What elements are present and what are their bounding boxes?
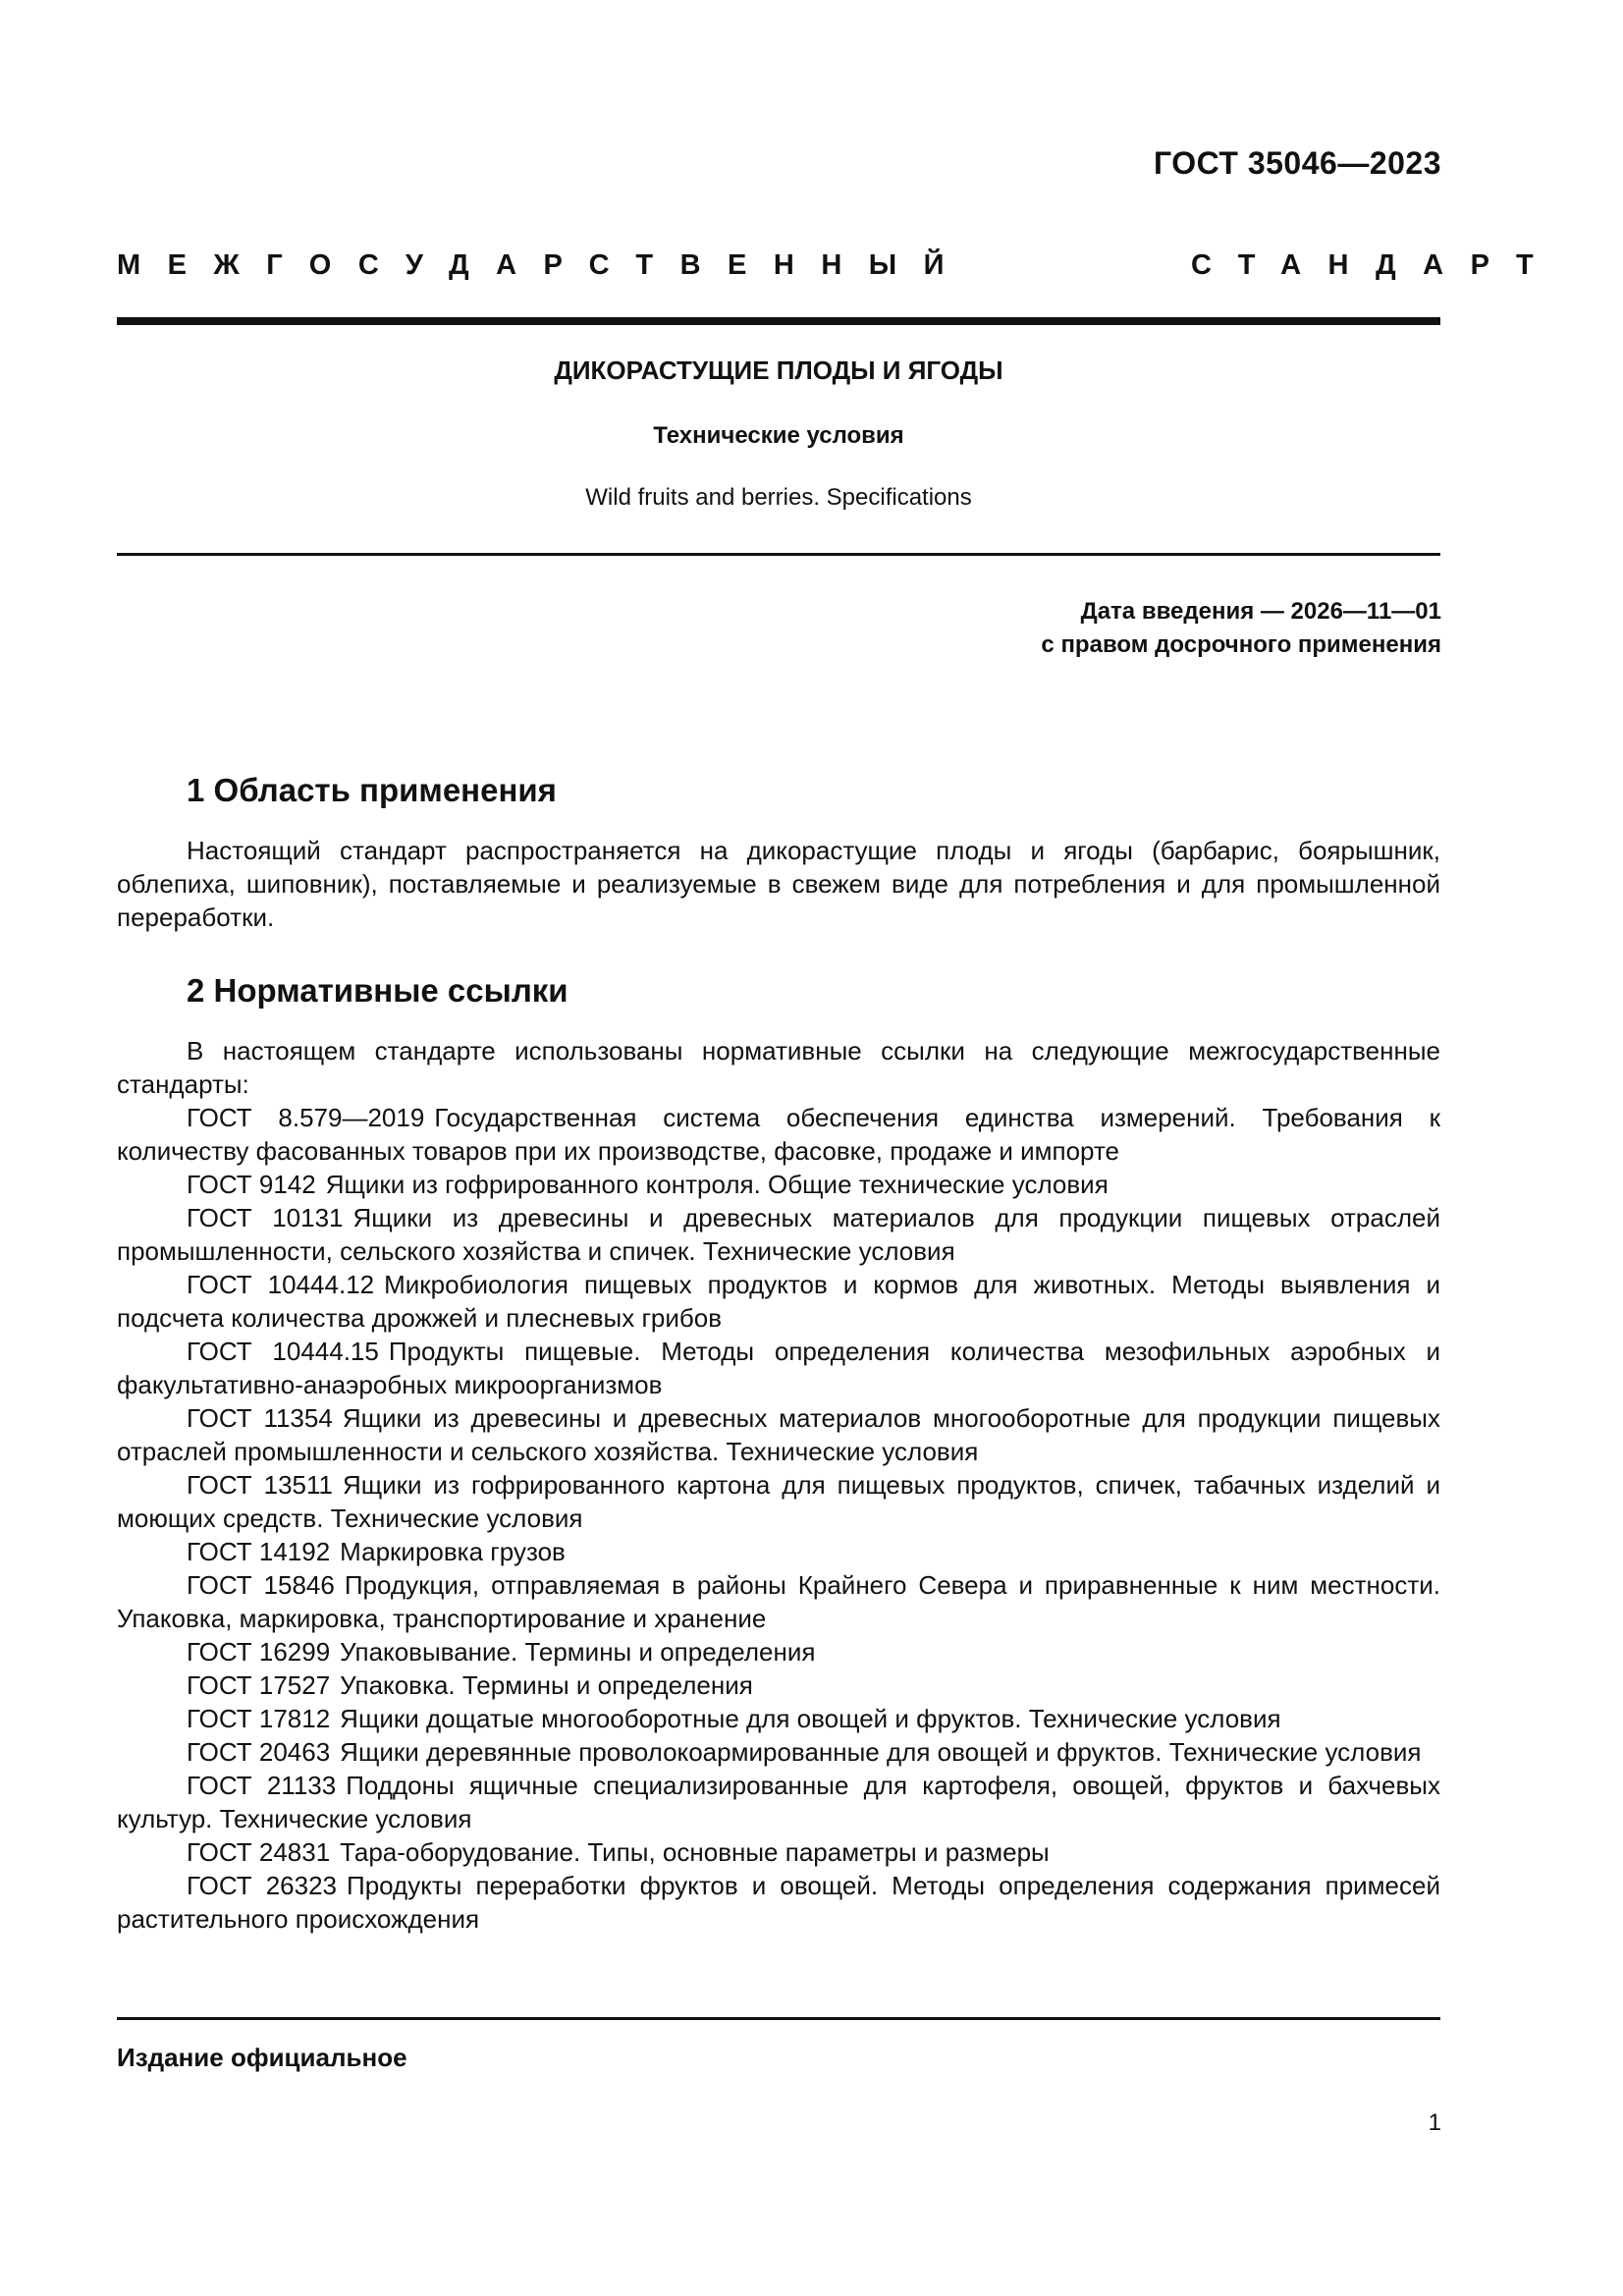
official-edition-label: Издание официальное <box>117 2043 407 2072</box>
document-body <box>117 771 1440 1936</box>
reference-code: ГОСТ 13511 <box>187 1470 333 1500</box>
title-divider <box>117 553 1440 556</box>
reference-title: Упаковывание. Термины и определения <box>340 1637 816 1667</box>
reference-item <box>117 1668 1440 1702</box>
document-english-title: Wild fruits and berries. Specifications <box>585 484 972 511</box>
reference-title: Продукты переработки фруктов и овощей. Методы определения содержания примесей растительного происхождения <box>117 1871 1440 1934</box>
reference-item <box>117 1635 1440 1668</box>
reference-item <box>117 1401 1440 1468</box>
reference-title: Государственная система обеспечения единства измерений. Требования к количеству фасованных товаров при их производстве, фасовке, продаже и импорте <box>117 1103 1440 1166</box>
reference-item <box>117 1268 1440 1335</box>
reference-item <box>117 1869 1440 1936</box>
reference-code: ГОСТ 21133 <box>187 1771 337 1800</box>
introduction-date-block <box>1041 595 1441 662</box>
reference-item <box>117 1335 1440 1401</box>
reference-title: Ящики из древесины и древесных материалов многооборотные для продукции пищевых отраслей промышленности и сельского хозяйства. Технические условия <box>117 1403 1440 1466</box>
reference-code: ГОСТ 10444.15 <box>187 1337 379 1366</box>
banner-word-standard: СТАНДАРТ <box>1191 249 1561 281</box>
reference-code: ГОСТ 10131 <box>187 1203 344 1232</box>
reference-title: Маркировка грузов <box>340 1537 566 1566</box>
reference-code: ГОСТ 9142 <box>187 1170 316 1199</box>
reference-item <box>117 1468 1440 1535</box>
document-number: ГОСТ 35046—2023 <box>1153 145 1441 181</box>
reference-item <box>117 1101 1440 1168</box>
reference-code: ГОСТ 15846 <box>187 1570 335 1600</box>
banner-word-interstate: МЕЖГОСУДАРСТВЕННЫЙ <box>117 249 972 281</box>
reference-item <box>117 1201 1440 1268</box>
reference-code: ГОСТ 14192 <box>187 1537 331 1566</box>
reference-title: Тара-оборудование. Типы, основные параметры и размеры <box>340 1837 1050 1867</box>
reference-item <box>117 1568 1440 1635</box>
reference-code: ГОСТ 24831 <box>187 1837 331 1867</box>
header-divider <box>117 317 1440 325</box>
reference-item <box>117 1168 1440 1201</box>
reference-code: ГОСТ 17527 <box>187 1670 331 1700</box>
document-subtitle: Технические условия <box>653 422 904 449</box>
reference-code: ГОСТ 20463 <box>187 1737 331 1767</box>
footer-divider <box>117 2017 1440 2020</box>
section-2-heading: 2 Нормативные ссылки <box>187 972 568 1009</box>
normative-references-list <box>117 1101 1440 1936</box>
reference-code: ГОСТ 26323 <box>187 1871 338 1900</box>
reference-title: Поддоны ящичные специализированные для картофеля, овощей, фруктов и бахчевых культур. Технические условия <box>117 1771 1440 1833</box>
introduction-date: Дата введения — 2026—11—01 <box>1080 598 1441 625</box>
reference-code: ГОСТ 11354 <box>187 1403 333 1433</box>
reference-title: Ящики из гофрированного контроля. Общие технические условия <box>325 1170 1109 1199</box>
reference-title: Ящики дощатые многооборотные для овощей и фруктов. Технические условия <box>340 1704 1281 1733</box>
section-1-heading: 1 Область применения <box>187 772 557 808</box>
reference-title: Упаковка. Термины и определения <box>340 1670 753 1700</box>
document-title: ДИКОРАСТУЩИЕ ПЛОДЫ И ЯГОДЫ <box>554 355 1003 385</box>
reference-title: Продукты пищевые. Методы определения количества мезофильных аэробных и факультативно-анаэробных микроорганизмов <box>117 1337 1440 1399</box>
reference-item <box>117 1835 1440 1869</box>
reference-code: ГОСТ 16299 <box>187 1637 331 1667</box>
reference-code: ГОСТ 17812 <box>187 1704 331 1733</box>
reference-title: Ящики из древесины и древесных материалов для продукции пищевых отраслей промышленности, сельского хозяйства и спичек. Технические условия <box>117 1203 1440 1266</box>
reference-code: ГОСТ 8.579—2019 <box>187 1103 425 1132</box>
reference-item <box>117 1702 1440 1735</box>
section-1-text: Настоящий стандарт распространяется на дикорастущие плоды и ягоды (барбарис, боярышник, облепиха, шиповник), поставляемые и реализуемые в свежем виде для потребления и для промышленной переработки. <box>117 836 1440 932</box>
reference-code: ГОСТ 10444.12 <box>187 1270 375 1299</box>
reference-title: Ящики деревянные проволокоармированные для овощей и фруктов. Технические условия <box>340 1737 1422 1767</box>
section-2-intro: В настоящем стандарте использованы нормативные ссылки на следующие межгосударственные стандарты: <box>117 1036 1440 1099</box>
reference-title: Микробиология пищевых продуктов и кормов для животных. Методы выявления и подсчета количества дрожжей и плесневых грибов <box>117 1270 1441 1333</box>
reference-item <box>117 1535 1440 1568</box>
reference-title: Продукция, отправляемая в районы Крайнего Севера и приравненные к ним местности. Упаковка, маркировка, транспортирование и хранение <box>117 1570 1440 1633</box>
early-application-note: с правом досрочного применения <box>1041 631 1441 658</box>
reference-item <box>117 1735 1440 1769</box>
reference-title: Ящики из гофрированного картона для пищевых продуктов, спичек, табачных изделий и моющих средств. Технические условия <box>117 1470 1440 1533</box>
reference-item <box>117 1769 1440 1835</box>
page-number: 1 <box>1428 2109 1441 2136</box>
